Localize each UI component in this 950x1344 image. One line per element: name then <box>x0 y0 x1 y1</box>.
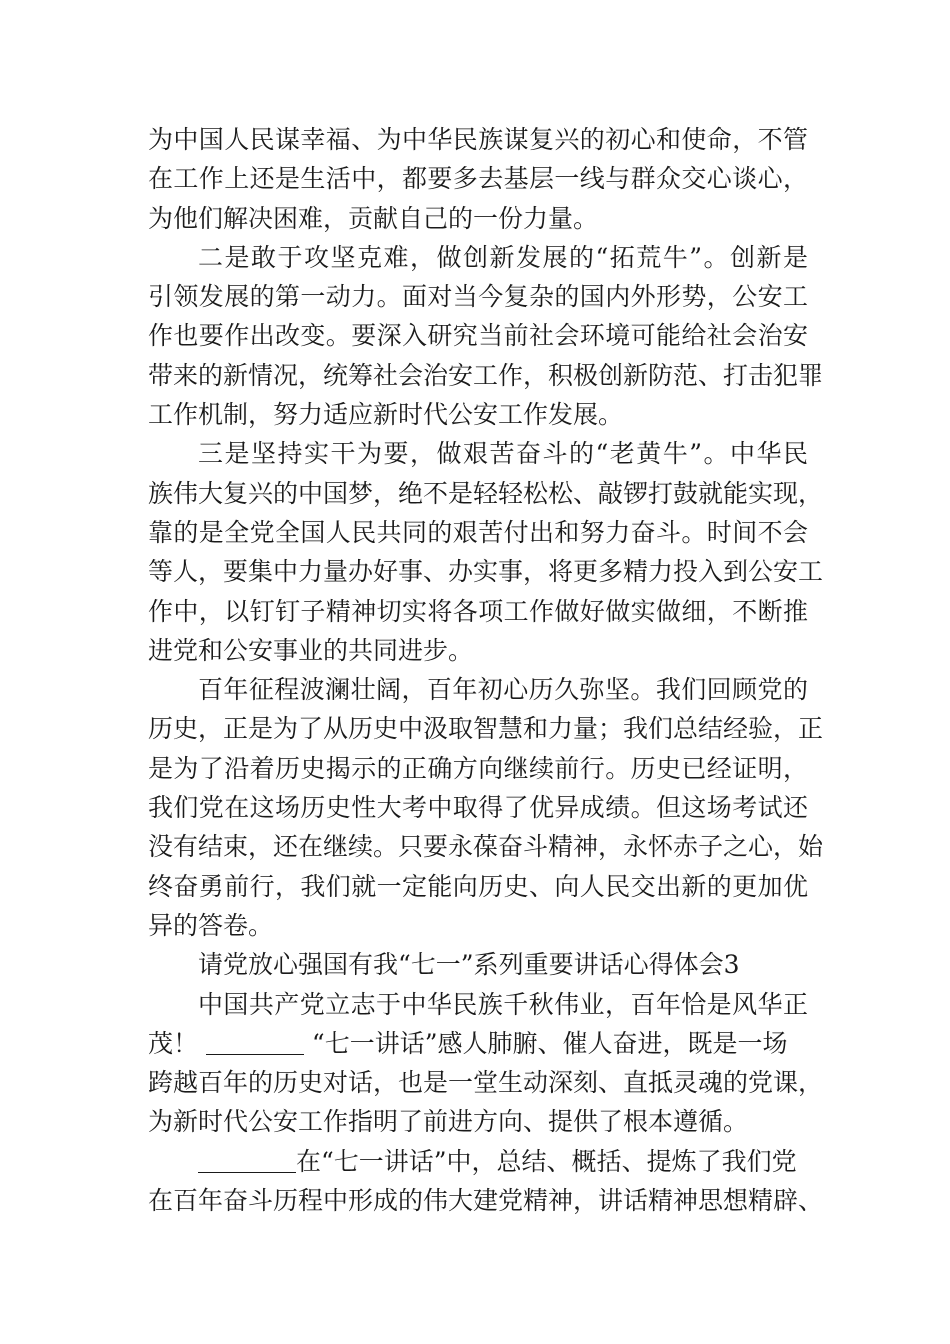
body-line: 跨越百年的历史对话，也是一堂生动深刻、直抵灵魂的党课， <box>148 1068 824 1098</box>
body-line: 在百年奋斗历程中形成的伟大建党精神，讲话精神思想精辟、 <box>148 1186 824 1216</box>
body-line: 为他们解决困难，贡献自己的一份力量。 <box>148 203 599 233</box>
fill-in-blank <box>198 1150 296 1173</box>
document-body <box>148 120 824 1220</box>
line-end-text: “七一讲话”感人肺腑、催人奋进，既是一场 <box>311 1028 788 1058</box>
line-end-text: 在“七一讲话”中，总结、概括、提炼了我们党 <box>296 1146 797 1176</box>
body-line: 进党和公安事业的共同进步。 <box>148 635 474 665</box>
body-line: 终奋勇前行，我们就一定能向历史、向人民交出新的更加优 <box>148 871 808 901</box>
body-line: 我们党在这场历史性大考中取得了优异成绩。但这场考试还 <box>148 793 808 823</box>
body-line: 族伟大复兴的中国梦，绝不是轻轻松松、敲锣打鼓就能实现， <box>148 478 824 508</box>
paragraph-first-line: 二是敢于攻坚克难，做创新发展的“拓荒牛”。创新是 <box>198 242 808 272</box>
paragraph-first-line: 中国共产党立志于中华民族千秋伟业，百年恰是风华正 <box>198 989 808 1019</box>
body-line: 异的答卷。 <box>148 910 274 940</box>
line-start-text: 茂！ <box>148 1028 199 1058</box>
paragraph-first-line-with-blank <box>148 1142 808 1181</box>
fill-in-blank <box>206 1032 304 1055</box>
body-line: 靠的是全党全国人民共同的艰苦付出和努力奋斗。时间不会 <box>148 517 808 547</box>
body-line-with-blank <box>148 1024 808 1063</box>
body-line: 等人，要集中力量办好事、办实事，将更多精力投入到公安工 <box>148 557 824 587</box>
body-line: 为中国人民谋幸福、为中华民族谋复兴的初心和使命，不管 <box>148 125 808 154</box>
paragraph-first-line: 三是坚持实干为要，做艰苦奋斗的“老黄牛”。中华民 <box>198 439 808 469</box>
body-line: 是为了沿着历史揭示的正确方向继续前行。历史已经证明， <box>148 753 808 783</box>
body-line: 工作机制，努力适应新时代公安工作发展。 <box>148 400 624 430</box>
section-heading: 请党放心强国有我“七一”系列重要讲话心得体会3 <box>198 950 740 980</box>
body-line: 历史，正是为了从历史中汲取智慧和力量；我们总结经验，正 <box>148 714 824 744</box>
paragraph-first-line: 百年征程波澜壮阔，百年初心历久弥坚。我们回顾党的 <box>198 675 808 705</box>
body-line: 没有结束，还在继续。只要永葆奋斗精神，永怀赤子之心，始 <box>148 832 824 862</box>
body-line: 引领发展的第一动力。面对当今复杂的国内外形势，公安工 <box>148 282 808 312</box>
body-line: 作也要作出改变。要深入研究当前社会环境可能给社会治安 <box>148 321 808 351</box>
body-line: 在工作上还是生活中，都要多去基层一线与群众交心谈心， <box>148 164 808 194</box>
body-line: 带来的新情况，统筹社会治安工作，积极创新防范、打击犯罪 <box>148 360 824 390</box>
body-line: 作中，以钉钉子精神切实将各项工作做好做实做细，不断推 <box>148 596 808 626</box>
body-line: 为新时代公安工作指明了前进方向、提供了根本遵循。 <box>148 1107 749 1137</box>
